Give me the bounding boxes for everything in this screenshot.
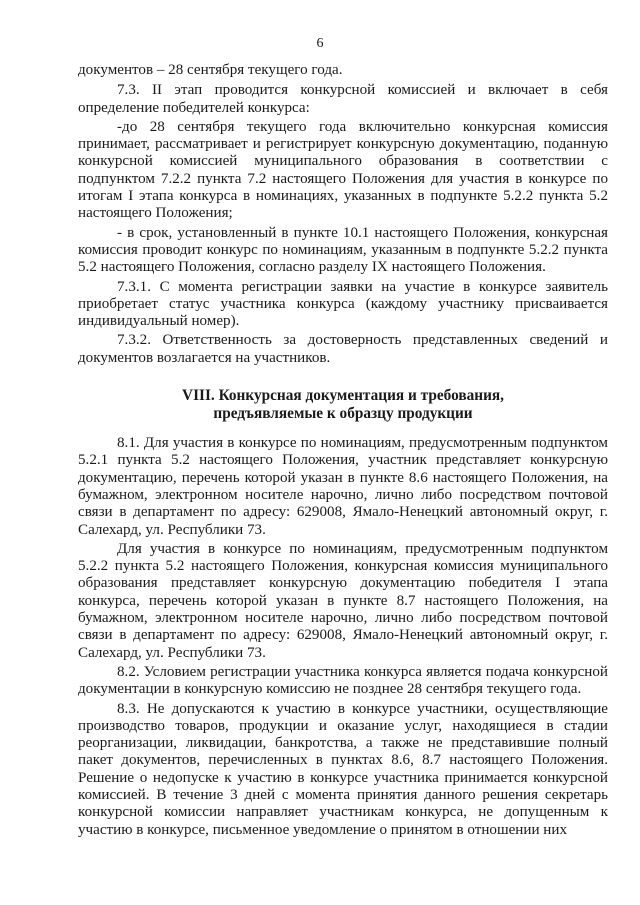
paragraph-7-3-1: 7.3.1. С момента регистрации заявки на участие в конкурсе заявитель приобретает статус участника конкурса (каждому участнику присваивается индивидуальный номер). [78, 278, 608, 330]
paragraph-7-3-item-2: - в срок, установленный в пункте 10.1 настоящего Положения, конкурсная комиссия проводит конкурс по номинациям, указанным в подпункте 5.2.2 пункта 5.2 настоящего Положения, согласно разделу IX настоящего Положения. [78, 224, 608, 276]
paragraph-8-2: 8.2. Условием регистрации участника конкурса является подача конкурсной документации в конкурсную комиссию не позднее 28 сентября текущего года. [78, 663, 608, 698]
paragraph-7-3: 7.3. II этап проводится конкурсной комиссией и включает в себя определение победителей конкурса: [78, 82, 608, 116]
paragraph-7-3-2: 7.3.2. Ответственность за достоверность представленных сведений и документов возлагается на участников. [78, 332, 608, 366]
paragraph-7-3-item-1: -до 28 сентября текущего года включительно конкурсная комиссия принимает, рассматривает и регистрирует конкурсную документацию, поданную конкурсной комиссией муниципального образования в соответствии с подпунктом 7.2.2 пункта 7.2 настоящего Положения для участия в конкурсе по итогам I этапа конкурса в номинациях, указанных в подпункте 5.2.2 пункта 5.2 настоящего Положения; [78, 118, 608, 222]
section-heading-line-1: VIII. Конкурсная документация и требования, [182, 387, 504, 405]
paragraph-8-1: 8.1. Для участия в конкурсе по номинациям, предусмотренным подпунктом 5.2.1 пункта 5.2 настоящего Положения, участник представляет конкурсную документацию, перечень которой указан в пункте 8.6 настоящего Положения, на бумажном, электронном носителе нарочно, лично либо посредством почтовой связи в департамент по адресу: 629008, Ямало-Ненецкий автономный округ, г. Салехард, ул. Республики 73. [78, 435, 608, 538]
document-body [78, 62, 608, 841]
paragraph-continuation: документов – 28 сентября текущего года. [78, 62, 343, 78]
paragraph-8-1-continued: Для участия в конкурсе по номинациям, предусмотренным подпунктом 5.2.2 пункта 5.2 настоящего Положения, конкурсная комиссия муниципального образования представляет конкурсную документацию победителя I этапа конкурса, перечень которой указан в пункте 8.7 настоящего Положения, на бумажном, электронном носителе нарочно, лично либо посредством почтовой связи в департамент по адресу: 629008, Ямало-Ненецкий автономный округ, г. Салехард, ул. Республики 73. [78, 540, 608, 661]
page-number: 6 [316, 36, 324, 51]
section-heading-line-2: предъявляемые к образцу продукции [213, 405, 473, 423]
section-heading [78, 387, 608, 423]
paragraph-8-3: 8.3. Не допускаются к участию в конкурсе участники, осуществляющие производство товаров, продукции и оказание услуг, находящиеся в стадии реорганизации, ликвидации, банкротства, а также не представившие полный пакет документов, перечисленных в пунктах 8.6, 8.7 настоящего Положения. Решение о недопуске к участию в конкурсе участника принимается конкурсной комиссией. В течение 3 дней с момента принятия данного решения секретарь конкурсной комиссии направляет участникам конкурса, не допущенным к участию в конкурсе, письменное уведомление о принятом в отношении них [78, 700, 608, 838]
